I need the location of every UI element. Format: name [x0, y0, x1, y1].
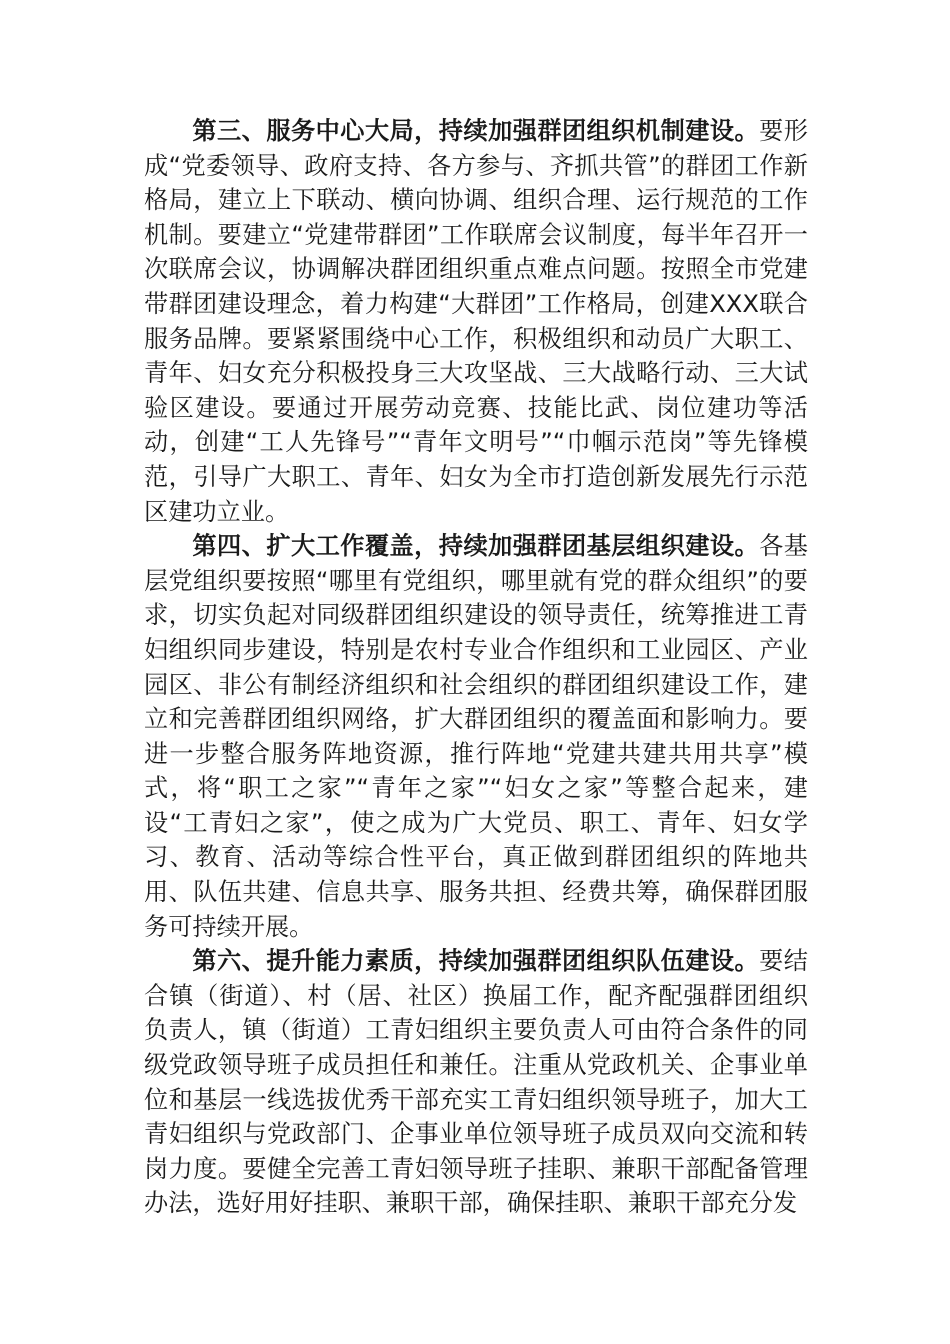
paragraph-body: 各基层党组织要按照“哪里有党组织，哪里就有党的群众组织”的要求，切实负起对同级群团组织建设的领导责任，统筹推进工青妇组织同步建设，特别是农村专业合作组织和工业园区、产业园区、非公有制经济组织和社会组织的群团组织建设工作，建立和完善群团组织网络，扩大群团组织的覆盖面和影响力。要进一步整合服务阵地资源，推行阵地“党建共建共用共享”模式，将“职工之家”“青年之家”“妇女之家”等整合起来，建设“工青妇之家”，使之成为广大党员、职工、青年、妇女学习、教育、活动等综合性平台，真正做到群团组织的阵地共用、队伍共建、信息共享、服务共担、经费共筹，确保群团服务可持续开展。: [144, 532, 808, 941]
paragraph-section-four: [144, 529, 808, 944]
paragraph-heading: 第三、服务中心大局，持续加强群团组织机制建设。: [192, 117, 760, 145]
document-page: [144, 114, 808, 1221]
paragraph-heading: 第六、提升能力素质，持续加强群团组织队伍建设。: [192, 947, 760, 976]
paragraph-body: 要结合镇（街道）、村（居、社区）换届工作，配齐配强群团组织负责人，镇（街道）工青妇组织主要负责人可由符合条件的同级党政领导班子成员担任和兼任。注重从党政机关、企事业单位和基层一线选拔优秀干部充实工青妇组织领导班子，加大工青妇组织与党政部门、企事业单位领导班子成员双向交流和转岗力度。要健全完善工青妇领导班子挂职、兼职干部配备管理办法，选好用好挂职、兼职干部，确保挂职、兼职干部充分发: [144, 947, 808, 1218]
paragraph-body: 要形成“党委领导、政府支持、各方参与、齐抓共管”的群团工作新格局，建立上下联动、横向协调、组织合理、运行规范的工作机制。要建立“党建带群团”工作联席会议制度，每半年召开一次联席会议，协调解决群团组织重点难点问题。按照全市党建带群团建设理念，着力构建“大群团”工作格局，创建XXX联合服务品牌。要紧紧围绕中心工作，积极组织和动员广大职工、青年、妇女充分积极投身三大攻坚战、三大战略行动、三大试验区建设。要通过开展劳动竞赛、技能比武、岗位建功等活动，创建“工人先锋号”“青年文明号”“巾帼示范岗”等先锋模范，引导广大职工、青年、妇女为全市打造创新发展先行示范区建功立业。: [144, 117, 808, 526]
paragraph-section-six: [144, 944, 808, 1221]
paragraph-section-three: [144, 114, 808, 529]
paragraph-heading: 第四、扩大工作覆盖，持续加强群团基层组织建设。: [192, 532, 760, 561]
